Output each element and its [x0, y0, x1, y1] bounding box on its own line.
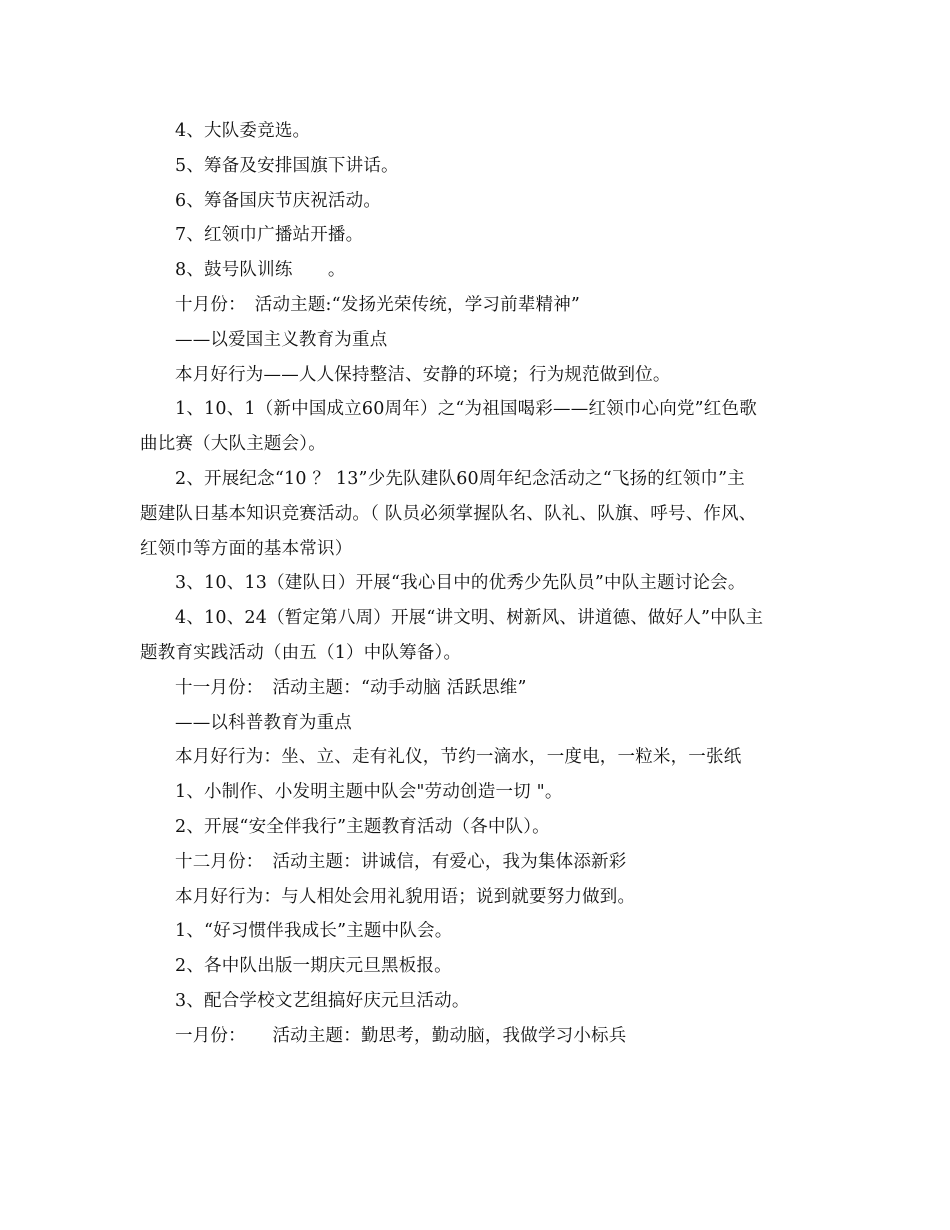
- month-heading-november: 十一月份： 活动主题：“动手动脑 活跃思维”: [175, 677, 527, 698]
- text-line: ——以爱国主义教育为重点: [175, 329, 388, 350]
- text-line: 1、“好习惯伴我成长”主题中队会。: [175, 921, 453, 942]
- document-body: [140, 114, 808, 1054]
- text-line: 4、大队委竞选。: [175, 121, 311, 141]
- text-line: 2、各中队出版一期庆元旦黑板报。: [175, 956, 452, 977]
- text-line: 4、10、24（暂定第八周）开展“讲文明、树新风、讲道德、做好人”中队主: [175, 608, 764, 629]
- month-heading-january: 一月份： 活动主题：勤思考，勤动脑，我做学习小标兵: [175, 1025, 627, 1046]
- text-line: 题教育实践活动（由五（1）中队筹备）。: [140, 642, 462, 663]
- text-line: 曲比赛（大队主题会）。: [140, 434, 326, 455]
- text-line: 2、开展纪念“10 ？ 13”少先队建队60周年纪念活动之“飞扬的红领巾”主: [175, 468, 745, 489]
- text-line: 6、筹备国庆节庆祝活动。: [175, 190, 382, 211]
- month-heading-december: 十二月份： 活动主题：讲诚信，有爱心，我为集体添新彩: [175, 851, 627, 872]
- text-line: ——以科普教育为重点: [175, 712, 352, 733]
- text-line: 1、10、1（新中国成立60周年）之“为祖国喝彩——红领巾心向党”红色歌: [175, 399, 757, 420]
- text-line: 7、红领巾广播站开播。: [175, 225, 364, 246]
- text-line: 2、开展“安全伴我行”主题教育活动（各中队）。: [175, 816, 550, 837]
- text-line: 本月好行为——人人保持整洁、安静的环境；行为规范做到位。: [175, 364, 671, 385]
- text-line: 题建队日基本知识竞赛活动。（ 队员必须掌握队名、队礼、队旗、呼号、作风、: [140, 503, 757, 524]
- text-line: 5、筹备及安排国旗下讲话。: [175, 155, 399, 176]
- month-heading-october: 十月份： 活动主题:“发扬光荣传统，学习前辈精神”: [175, 294, 581, 315]
- text-line: 红领巾等方面的基本常识）: [140, 538, 353, 559]
- text-line: 3、10、13（建队日）开展“我心目中的优秀少先队员”中队主题讨论会。: [175, 573, 746, 594]
- text-line: 8、鼓号队训练 。: [175, 260, 346, 281]
- text-line: 本月好行为：与人相处会用礼貌用语；说到就要努力做到。: [175, 886, 636, 907]
- text-line: 1、小制作、小发明主题中队会"劳动创造一切 "。: [175, 782, 563, 803]
- text-line: 本月好行为：坐、立、走有礼仪，节约一滴水，一度电，一粒米，一张纸: [175, 747, 742, 768]
- text-line: 3、配合学校文艺组搞好庆元旦活动。: [175, 990, 470, 1011]
